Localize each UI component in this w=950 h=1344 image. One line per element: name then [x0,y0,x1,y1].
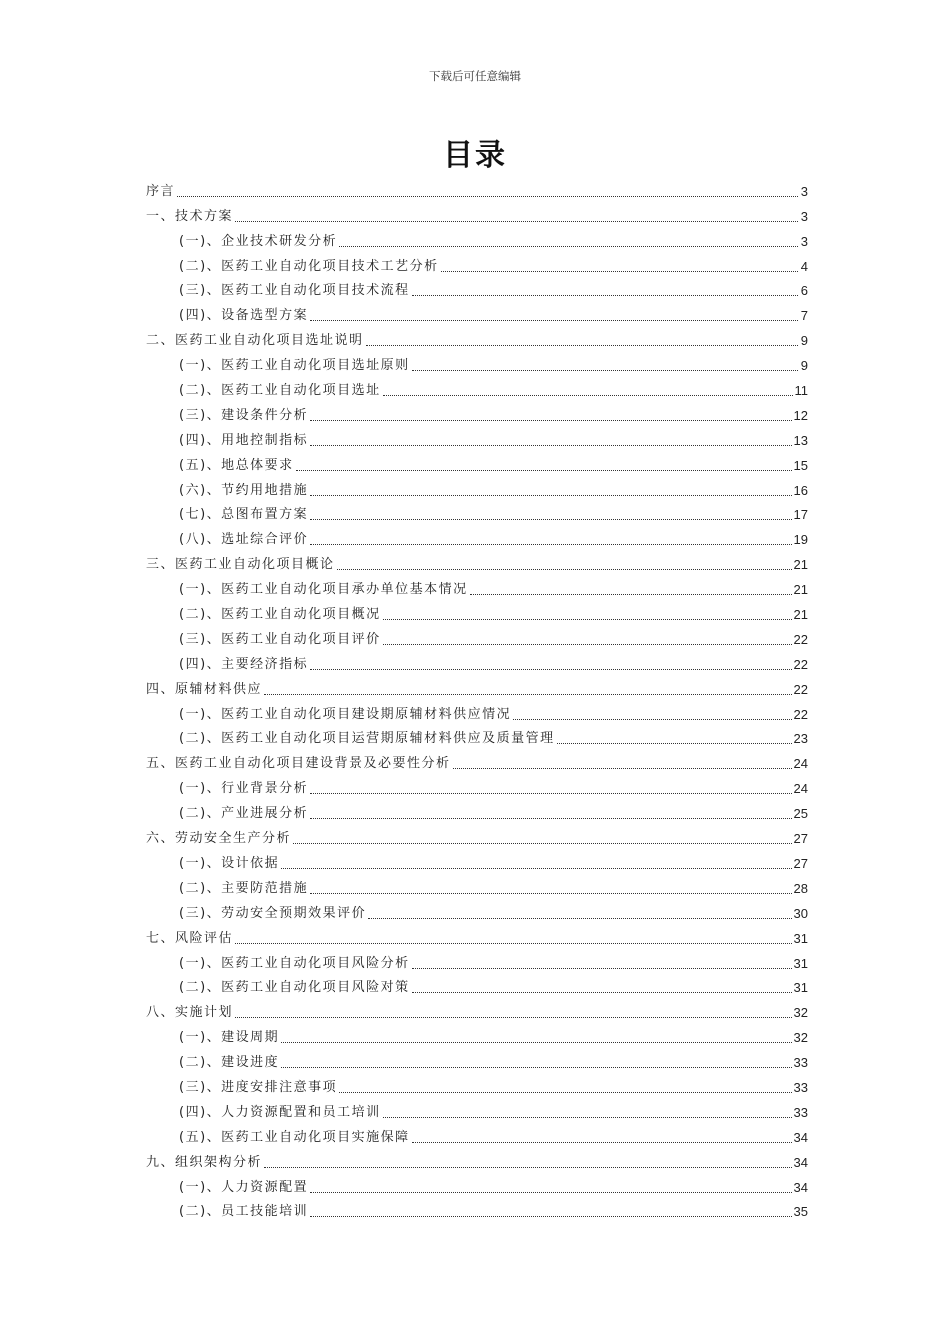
toc-dot-leader [453,768,792,769]
toc-entry-section[interactable] [146,399,808,424]
toc-entry-title: (七)、总图布置方案 [179,507,309,523]
toc-entry-title: (二)、医药工业自动化项目风险对策 [179,980,410,996]
toc-page-number: 32 [793,1030,808,1046]
toc-page-number: 21 [793,557,808,573]
toc-page-number: 7 [800,308,808,324]
toc-entry-title: (四)、用地控制指标 [179,432,309,448]
toc-entry-title: (二)、建设进度 [179,1055,280,1071]
toc-dot-leader [470,594,792,595]
toc-page-number: 23 [793,731,808,747]
toc-dot-leader [383,1117,792,1118]
toc-page-number: 4 [800,258,808,274]
toc-dot-leader [412,295,798,296]
toc-entry-chapter[interactable] [146,996,808,1021]
toc-entry-title: 九、组织架构分析 [146,1154,263,1170]
toc-entry-section[interactable] [146,1071,808,1096]
toc-entry-chapter[interactable] [146,747,808,772]
toc-entry-title: (二)、医药工业自动化项目概况 [179,607,381,623]
toc-dot-leader [557,743,792,744]
toc-entry-section[interactable] [146,847,808,872]
toc-entry-section[interactable] [146,772,808,797]
toc-entry-title: (二)、医药工业自动化项目技术工艺分析 [179,258,439,274]
toc-page-number: 35 [793,1204,808,1220]
toc-entry-chapter[interactable] [146,922,808,947]
toc-entry-section[interactable] [146,872,808,897]
toc-page-number: 31 [793,955,808,971]
toc-page-number: 12 [793,407,808,423]
toc-dot-leader [310,519,791,520]
toc-entry-title: 七、风险评估 [146,930,234,946]
toc-entry-title: 五、医药工业自动化项目建设背景及必要性分析 [146,756,451,772]
toc-entry-section[interactable] [146,1021,808,1046]
toc-page-number: 31 [793,930,808,946]
toc-page-number: 21 [793,582,808,598]
toc-entry-title: (二)、医药工业自动化项目运营期原辅材料供应及质量管理 [179,731,555,747]
toc-entry-section[interactable] [146,1196,808,1221]
toc-entry-title: (一)、设计依据 [179,855,280,871]
toc-entry-title: 六、劳动安全生产分析 [146,831,292,847]
toc-entry-section[interactable] [146,648,808,673]
toc-entry-title: (二)、医药工业自动化项目选址 [179,383,381,399]
toc-entry-title: 三、医药工业自动化项目概论 [146,557,335,573]
toc-dot-leader [337,569,792,570]
toc-entry-section[interactable] [146,523,808,548]
toc-dot-leader [310,445,791,446]
toc-entry-chapter[interactable] [146,822,808,847]
toc-entry-chapter[interactable] [146,324,808,349]
toc-page-number: 34 [793,1154,808,1170]
toc-entry-title: 序言 [146,183,176,199]
toc-page-number: 30 [793,905,808,921]
toc-dot-leader [441,271,798,272]
toc-entry-title: (一)、行业背景分析 [179,781,309,797]
table-of-contents [146,175,808,1220]
toc-dot-leader [310,1192,791,1193]
toc-entry-chapter[interactable] [146,673,808,698]
toc-entry-title: (一)、医药工业自动化项目选址原则 [179,358,410,374]
toc-entry-section[interactable] [146,947,808,972]
toc-entry-section[interactable] [146,299,808,324]
toc-entry-title: (二)、产业进展分析 [179,806,309,822]
toc-page-number: 3 [800,183,808,199]
toc-dot-leader [264,694,792,695]
toc-dot-leader [281,1042,791,1043]
toc-page-number: 33 [793,1079,808,1095]
toc-entry-chapter[interactable] [146,1146,808,1171]
toc-entry-section[interactable] [146,374,808,399]
toc-dot-leader [281,1067,791,1068]
toc-entry-title: (五)、地总体要求 [179,457,294,473]
toc-dot-leader [412,968,792,969]
toc-page-number: 34 [793,1179,808,1195]
toc-entry-title: (六)、节约用地措施 [179,482,309,498]
toc-entry-title: (二)、主要防范措施 [179,880,309,896]
toc-entry-section[interactable] [146,598,808,623]
toc-page-number: 11 [794,383,808,399]
toc-entry-section[interactable] [146,723,808,748]
toc-entry-title: (一)、企业技术研发分析 [179,233,338,249]
toc-entry-section[interactable] [146,225,808,250]
toc-entry-title: (三)、医药工业自动化项目技术流程 [179,283,410,299]
toc-dot-leader [310,544,791,545]
toc-dot-leader [281,868,791,869]
toc-entry-section[interactable] [146,449,808,474]
toc-dot-leader [235,221,798,222]
toc-dot-leader [177,196,798,197]
toc-dot-leader [310,420,791,421]
toc-entry-section[interactable] [146,250,808,275]
toc-entry-title: (一)、建设周期 [179,1030,280,1046]
toc-entry-title: (三)、医药工业自动化项目评价 [179,631,381,647]
toc-entry-section[interactable] [146,1046,808,1071]
toc-dot-leader [339,246,798,247]
toc-entry-section[interactable] [146,275,808,300]
toc-entry-section[interactable] [146,474,808,499]
toc-dot-leader [412,370,798,371]
toc-entry-section[interactable] [146,1171,808,1196]
toc-page-number: 27 [793,831,808,847]
toc-page-number: 28 [793,880,808,896]
toc-entry-section[interactable] [146,424,808,449]
toc-entry-title: 一、技术方案 [146,208,234,224]
toc-page-number: 13 [793,432,808,448]
toc-dot-leader [296,470,792,471]
toc-page-number: 22 [793,656,808,672]
toc-entry-chapter[interactable] [146,175,808,200]
toc-page-number: 25 [793,806,808,822]
toc-page-number: 24 [793,756,808,772]
toc-entry-section[interactable] [146,499,808,524]
toc-dot-leader [235,943,792,944]
toc-entry-chapter[interactable] [146,200,808,225]
toc-dot-leader [310,1216,791,1217]
toc-entry-section[interactable] [146,623,808,648]
header-note: 下载后可任意编辑 [429,69,521,83]
toc-entry-title: (一)、医药工业自动化项目建设期原辅材料供应情况 [179,706,512,722]
toc-entry-title: (四)、主要经济指标 [179,656,309,672]
toc-page-number: 27 [793,855,808,871]
toc-dot-leader [235,1017,792,1018]
toc-page-number: 9 [800,333,808,349]
toc-dot-leader [339,1092,791,1093]
toc-page-number: 31 [793,980,808,996]
toc-page-number: 22 [793,631,808,647]
toc-dot-leader [513,719,791,720]
toc-dot-leader [383,644,792,645]
toc-entry-section[interactable] [146,1121,808,1146]
toc-page-number: 22 [793,681,808,697]
toc-dot-leader [368,918,791,919]
toc-entry-title: (一)、人力资源配置 [179,1179,309,1195]
toc-page-number: 3 [800,233,808,249]
toc-page-number: 17 [793,507,808,523]
toc-dot-leader [310,818,791,819]
toc-page-number: 3 [800,208,808,224]
toc-entry-title: (三)、劳动安全预期效果评价 [179,905,367,921]
toc-entry-title: 八、实施计划 [146,1005,234,1021]
toc-page-number: 6 [800,283,808,299]
toc-dot-leader [264,1167,792,1168]
toc-page-number: 16 [793,482,808,498]
toc-page-number: 32 [793,1005,808,1021]
toc-entry-section[interactable] [146,797,808,822]
toc-entry-section[interactable] [146,573,808,598]
toc-entry-section[interactable] [146,698,808,723]
toc-page-number: 19 [793,532,808,548]
toc-page-number: 15 [793,457,808,473]
toc-entry-section[interactable] [146,972,808,997]
toc-entry-title: (四)、人力资源配置和员工培训 [179,1104,381,1120]
toc-page-number: 34 [793,1129,808,1145]
toc-entry-title: (一)、医药工业自动化项目风险分析 [179,955,410,971]
toc-dot-leader [383,619,792,620]
toc-dot-leader [310,669,791,670]
toc-dot-leader [293,843,792,844]
toc-entry-section[interactable] [146,1096,808,1121]
toc-entry-title: (三)、建设条件分析 [179,407,309,423]
toc-dot-leader [412,992,792,993]
toc-entry-title: (一)、医药工业自动化项目承办单位基本情况 [179,582,468,598]
toc-page-number: 21 [793,607,808,623]
toc-page-number: 9 [800,358,808,374]
toc-entry-title: (二)、员工技能培训 [179,1204,309,1220]
toc-page-number: 33 [793,1055,808,1071]
toc-dot-leader [310,793,791,794]
toc-page-number: 22 [793,706,808,722]
toc-dot-leader [412,1142,792,1143]
toc-entry-section[interactable] [146,349,808,374]
page-title: 目录 [443,138,507,173]
toc-page-number: 33 [793,1104,808,1120]
toc-dot-leader [310,495,791,496]
toc-entry-title: 四、原辅材料供应 [146,681,263,697]
toc-entry-title: (四)、设备选型方案 [179,308,309,324]
toc-entry-title: (三)、进度安排注意事项 [179,1079,338,1095]
toc-dot-leader [366,345,798,346]
toc-page-number: 24 [793,781,808,797]
toc-entry-title: (八)、选址综合评价 [179,532,309,548]
toc-dot-leader [310,893,791,894]
toc-dot-leader [310,320,798,321]
toc-entry-title: (五)、医药工业自动化项目实施保障 [179,1129,410,1145]
toc-entry-section[interactable] [146,897,808,922]
toc-dot-leader [383,395,793,396]
toc-entry-title: 二、医药工业自动化项目选址说明 [146,333,364,349]
toc-entry-chapter[interactable] [146,548,808,573]
